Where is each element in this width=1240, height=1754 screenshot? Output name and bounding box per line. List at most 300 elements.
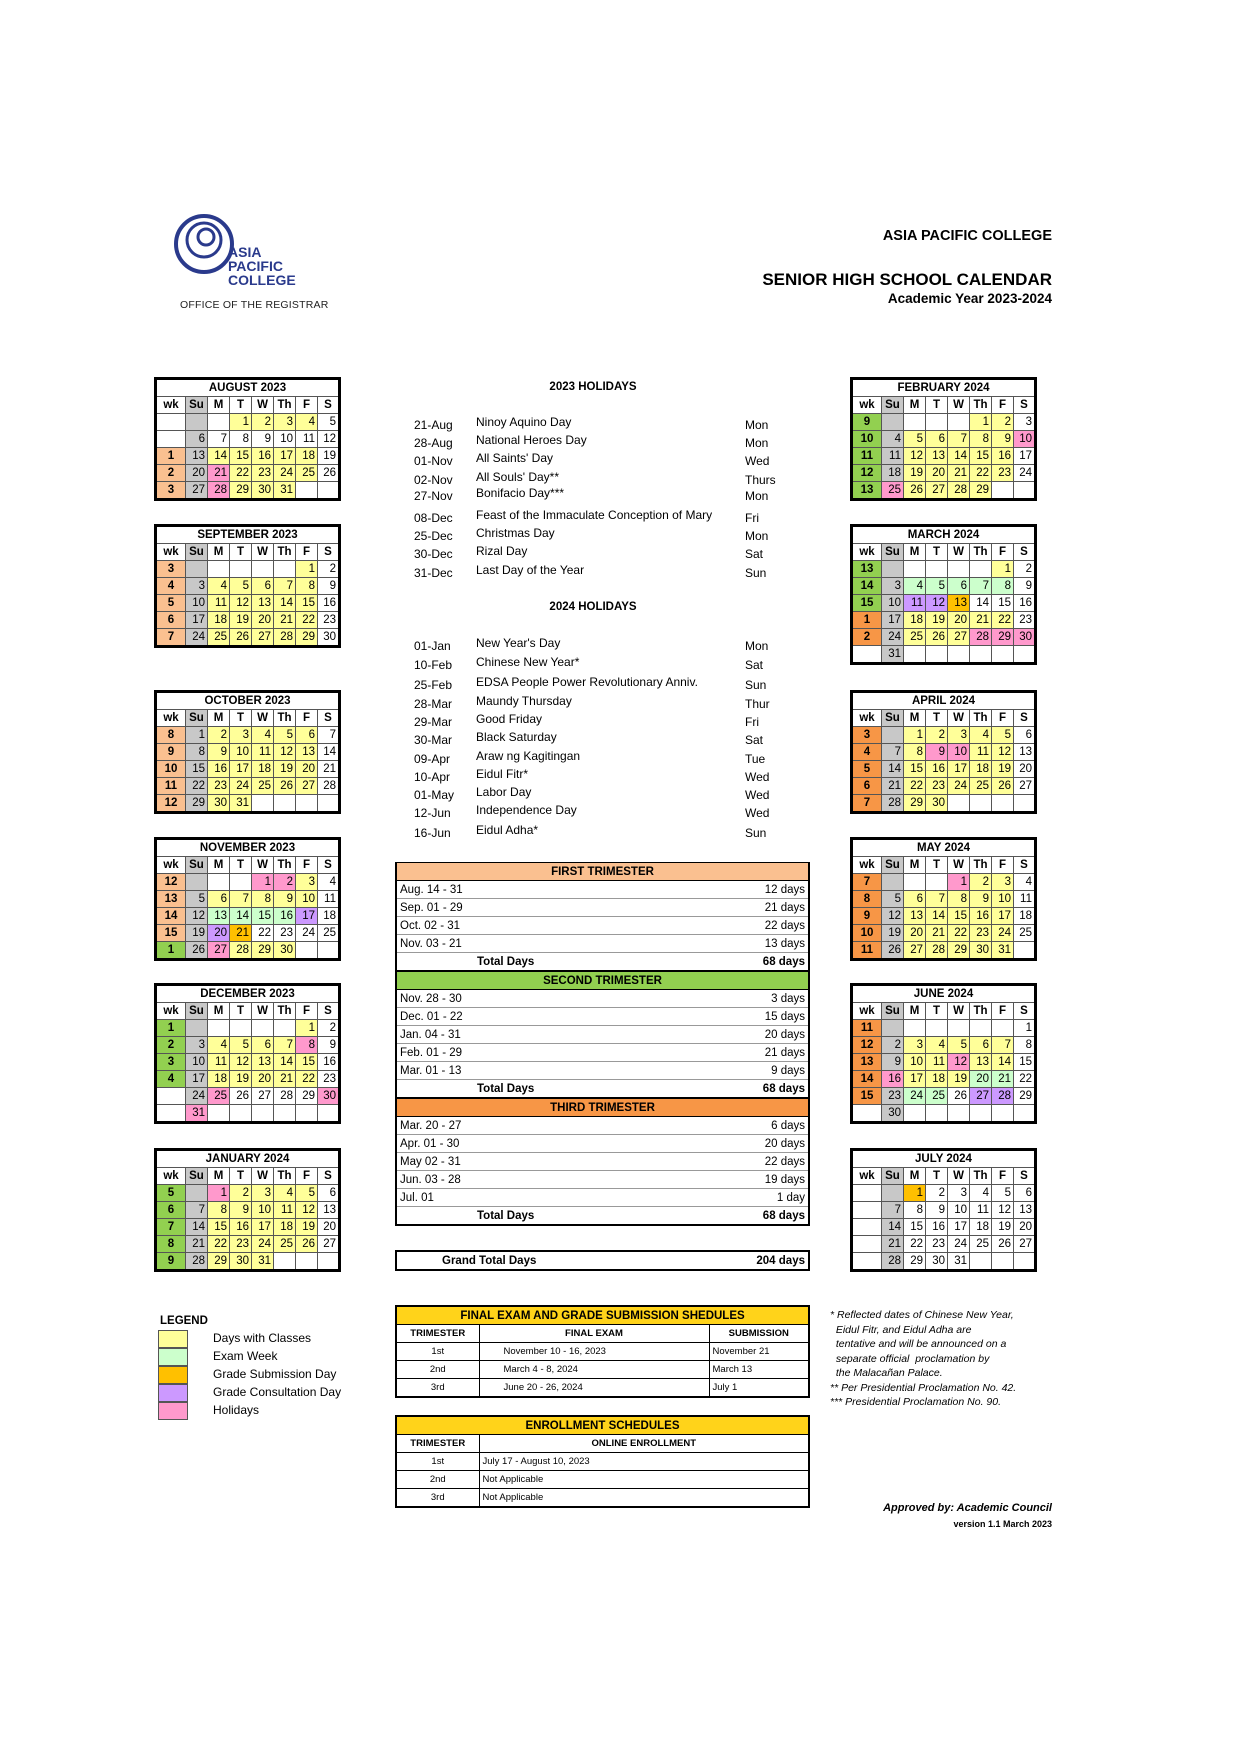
- holiday-day: Wed: [745, 454, 770, 468]
- day-cell: 28: [274, 629, 296, 647]
- weekday-label: T: [926, 857, 948, 874]
- day-cell: 30: [252, 482, 274, 500]
- day-cell: 1: [904, 1185, 926, 1202]
- day-cell: [970, 1105, 992, 1123]
- day-cell: 24: [230, 778, 252, 795]
- day-cell: 14: [186, 1219, 208, 1236]
- week-number: 12: [852, 465, 882, 482]
- weekday-label: W: [252, 544, 274, 561]
- day-cell: 29: [970, 482, 992, 500]
- trimester-days: 9 days: [646, 1062, 809, 1080]
- day-cell: 5: [186, 891, 208, 908]
- day-cell: 20: [1014, 761, 1036, 778]
- day-cell: 6: [252, 578, 274, 595]
- weekday-label: M: [208, 1168, 230, 1185]
- week-row: [852, 1105, 1036, 1123]
- day-cell: 25: [970, 778, 992, 795]
- enrollment-cell: 1st: [396, 1453, 479, 1471]
- week-number: 14: [852, 1071, 882, 1088]
- trimester-days: 19 days: [646, 1171, 809, 1189]
- month-calendar: [850, 690, 1037, 814]
- day-cell: 10: [948, 1202, 970, 1219]
- weekday-label: T: [926, 397, 948, 414]
- weekday-label: Th: [970, 1168, 992, 1185]
- day-cell: [252, 1105, 274, 1123]
- week-number: 3: [156, 482, 186, 500]
- weekday-label: S: [1014, 397, 1036, 414]
- holiday-date: 25-Feb: [414, 678, 453, 692]
- holiday-day: Sun: [745, 826, 767, 840]
- day-cell: 9: [318, 578, 340, 595]
- holidays-2024-title: 2024 HOLIDAYS: [549, 601, 637, 613]
- day-cell: 7: [318, 727, 340, 744]
- day-cell: 12: [882, 908, 904, 925]
- weekday-label: Th: [970, 857, 992, 874]
- trimester-total-row: [396, 1207, 809, 1226]
- weekday-label: F: [296, 397, 318, 414]
- day-cell: 29: [904, 1253, 926, 1271]
- week-number: 11: [852, 942, 882, 960]
- day-cell: 13: [186, 448, 208, 465]
- day-cell: 11: [318, 891, 340, 908]
- final-exam-cell: March 4 - 8, 2024: [479, 1361, 709, 1379]
- day-cell: 22: [296, 1071, 318, 1088]
- day-cell: 18: [208, 1071, 230, 1088]
- week-row: [156, 482, 340, 500]
- footnote-line: ** Per Presidential Proclamation No. 42.: [830, 1381, 1017, 1394]
- day-cell: [318, 1105, 340, 1123]
- day-cell: 2: [318, 1020, 340, 1037]
- day-cell: 7: [274, 1037, 296, 1054]
- day-cell: 15: [904, 1219, 926, 1236]
- day-cell: 2: [926, 1185, 948, 1202]
- month-title: FEBRUARY 2024: [852, 379, 1036, 397]
- day-cell: 5: [230, 578, 252, 595]
- day-cell: [1014, 1253, 1036, 1271]
- day-cell: 4: [274, 1185, 296, 1202]
- holiday-name: All Saints' Day: [476, 451, 553, 465]
- day-cell: 2: [252, 414, 274, 431]
- day-cell: 29: [992, 629, 1014, 646]
- day-cell: 5: [230, 1037, 252, 1054]
- day-cell: 17: [948, 1219, 970, 1236]
- day-cell: [904, 1105, 926, 1123]
- day-cell: 18: [274, 1219, 296, 1236]
- day-cell: 28: [926, 942, 948, 960]
- weekday-label: Su: [882, 710, 904, 727]
- holiday-date: 28-Mar: [414, 697, 453, 711]
- holiday-date: 12-Jun: [414, 806, 451, 820]
- day-cell: 30: [882, 1105, 904, 1123]
- day-cell: 6: [252, 1037, 274, 1054]
- day-cell: 25: [208, 1088, 230, 1105]
- day-cell: 22: [208, 1236, 230, 1253]
- week-number: 15: [852, 595, 882, 612]
- trimester-days: 21 days: [646, 1044, 809, 1062]
- holiday-name: EDSA People Power Revolutionary Anniv.: [476, 675, 698, 689]
- day-cell: 7: [948, 431, 970, 448]
- week-row: [156, 612, 340, 629]
- day-cell: 17: [186, 1071, 208, 1088]
- day-cell: 12: [230, 595, 252, 612]
- week-row: [156, 1219, 340, 1236]
- day-cell: [1014, 646, 1036, 664]
- week-number: 9: [852, 414, 882, 431]
- day-cell: [948, 561, 970, 578]
- week-number: 13: [852, 1054, 882, 1071]
- day-cell: 15: [208, 1219, 230, 1236]
- day-cell: 24: [296, 925, 318, 942]
- week-row: [852, 1088, 1036, 1105]
- holiday-name: Eidul Fitr*: [476, 767, 529, 781]
- day-cell: 13: [1014, 744, 1036, 761]
- week-number: 15: [156, 925, 186, 942]
- holiday-name: Rizal Day: [476, 544, 528, 558]
- weekday-label: S: [318, 544, 340, 561]
- day-cell: 2: [208, 727, 230, 744]
- day-cell: [296, 1253, 318, 1271]
- weekday-label: Th: [274, 857, 296, 874]
- day-cell: [970, 646, 992, 664]
- day-cell: 17: [948, 761, 970, 778]
- trimester-title: SECOND TRIMESTER: [396, 971, 809, 990]
- table-row: [396, 1343, 809, 1361]
- month-title: AUGUST 2023: [156, 379, 340, 397]
- day-cell: 9: [970, 891, 992, 908]
- table-row: [396, 1117, 809, 1135]
- day-cell: 28: [970, 629, 992, 646]
- week-number: 8: [852, 891, 882, 908]
- weekday-label: Su: [186, 1168, 208, 1185]
- day-cell: 8: [252, 891, 274, 908]
- day-cell: 5: [926, 578, 948, 595]
- weekday-label: S: [1014, 544, 1036, 561]
- day-cell: 28: [948, 482, 970, 500]
- weekday-label: M: [208, 857, 230, 874]
- table-row: [396, 1453, 809, 1471]
- week-number: 15: [852, 1088, 882, 1105]
- day-cell: [208, 561, 230, 578]
- day-cell: 28: [274, 1088, 296, 1105]
- holiday-date: 01-May: [414, 788, 455, 802]
- footnote-line: Eidul Fitr, and Eidul Adha are: [830, 1323, 972, 1336]
- day-cell: 16: [274, 908, 296, 925]
- day-cell: [296, 1105, 318, 1123]
- day-cell: 19: [948, 1071, 970, 1088]
- week-row: [156, 1202, 340, 1219]
- day-cell: 24: [186, 629, 208, 647]
- day-cell: [926, 414, 948, 431]
- table-row: [396, 990, 809, 1008]
- weekday-header: [156, 1003, 340, 1020]
- day-cell: 8: [904, 744, 926, 761]
- weekday-label: T: [230, 857, 252, 874]
- day-cell: 21: [208, 465, 230, 482]
- footnote-line: the Malacañan Palace.: [830, 1367, 943, 1379]
- day-cell: 14: [926, 908, 948, 925]
- week-number: 3: [852, 727, 882, 744]
- month-title: NOVEMBER 2023: [156, 839, 340, 857]
- day-cell: 29: [296, 1088, 318, 1105]
- weekday-label: wk: [156, 544, 186, 561]
- day-cell: 9: [926, 1202, 948, 1219]
- day-cell: 6: [970, 1037, 992, 1054]
- day-cell: 29: [186, 795, 208, 813]
- day-cell: 14: [882, 1219, 904, 1236]
- trimester-range: Feb. 01 - 29: [396, 1044, 646, 1062]
- day-cell: 5: [904, 431, 926, 448]
- day-cell: 20: [186, 465, 208, 482]
- day-cell: 26: [992, 1236, 1014, 1253]
- day-cell: 19: [296, 1219, 318, 1236]
- day-cell: 6: [904, 891, 926, 908]
- day-cell: 13: [948, 595, 970, 612]
- day-cell: 11: [274, 1202, 296, 1219]
- final-exam-header: SUBMISSION: [709, 1325, 809, 1343]
- weekday-label: W: [948, 857, 970, 874]
- table-row: [396, 1379, 809, 1398]
- day-cell: 3: [186, 1037, 208, 1054]
- week-number: 13: [852, 482, 882, 500]
- day-cell: 3: [186, 578, 208, 595]
- day-cell: 12: [948, 1054, 970, 1071]
- day-cell: 10: [252, 1202, 274, 1219]
- week-row: [852, 942, 1036, 960]
- enrollment-cell: 2nd: [396, 1471, 479, 1489]
- day-cell: 26: [186, 942, 208, 960]
- day-cell: 22: [904, 1236, 926, 1253]
- day-cell: 8: [904, 1202, 926, 1219]
- week-number: [852, 646, 882, 664]
- holiday-date: 30-Mar: [414, 733, 453, 747]
- day-cell: 10: [186, 1054, 208, 1071]
- day-cell: 11: [882, 448, 904, 465]
- week-number: 10: [852, 925, 882, 942]
- trimester-range: Oct. 02 - 31: [396, 917, 646, 935]
- day-cell: [882, 874, 904, 891]
- week-number: [156, 1088, 186, 1105]
- day-cell: 26: [230, 629, 252, 647]
- trimester-days: 21 days: [646, 899, 809, 917]
- holiday-day: Sun: [745, 678, 767, 692]
- day-cell: [970, 795, 992, 813]
- day-cell: 18: [970, 1219, 992, 1236]
- day-cell: [274, 1105, 296, 1123]
- day-cell: 16: [882, 1071, 904, 1088]
- month-calendar: [850, 837, 1037, 961]
- day-cell: 11: [208, 1054, 230, 1071]
- day-cell: [230, 561, 252, 578]
- legend-label: Holidays: [213, 1403, 260, 1417]
- day-cell: 27: [970, 1088, 992, 1105]
- day-cell: 4: [296, 414, 318, 431]
- grand-total-value: 204 days: [756, 1254, 805, 1267]
- day-cell: 30: [208, 795, 230, 813]
- day-cell: 11: [904, 595, 926, 612]
- day-cell: 12: [992, 1202, 1014, 1219]
- final-exam-cell: 3rd: [396, 1379, 479, 1398]
- trimester-days: 20 days: [646, 1135, 809, 1153]
- day-cell: 22: [230, 465, 252, 482]
- day-cell: [882, 414, 904, 431]
- day-cell: 8: [208, 1202, 230, 1219]
- day-cell: 20: [252, 1071, 274, 1088]
- holiday-day: Fri: [745, 715, 759, 729]
- day-cell: 31: [252, 1253, 274, 1271]
- trimester-total-row: [396, 1080, 809, 1099]
- week-number: [852, 1105, 882, 1123]
- week-row: [852, 595, 1036, 612]
- day-cell: 27: [926, 482, 948, 500]
- trimester-days: 13 days: [646, 935, 809, 953]
- day-cell: 10: [296, 891, 318, 908]
- day-cell: 30: [230, 1253, 252, 1271]
- week-row: [852, 612, 1036, 629]
- week-row: [852, 744, 1036, 761]
- week-row: [852, 482, 1036, 500]
- table-row: [396, 1062, 809, 1080]
- weekday-label: T: [230, 397, 252, 414]
- day-cell: 16: [926, 761, 948, 778]
- day-cell: [186, 1020, 208, 1037]
- day-cell: 1: [904, 727, 926, 744]
- weekday-label: Su: [186, 544, 208, 561]
- day-cell: [904, 646, 926, 664]
- weekday-label: wk: [852, 1003, 882, 1020]
- trimester-days: 22 days: [646, 1153, 809, 1171]
- day-cell: 25: [296, 465, 318, 482]
- day-cell: 11: [296, 431, 318, 448]
- weekday-label: Th: [970, 544, 992, 561]
- day-cell: 2: [318, 561, 340, 578]
- day-cell: 23: [926, 778, 948, 795]
- day-cell: [992, 1020, 1014, 1037]
- weekday-label: Th: [970, 710, 992, 727]
- day-cell: 3: [296, 874, 318, 891]
- day-cell: [948, 414, 970, 431]
- approved-by: Approved by: Academic Council: [883, 1502, 1052, 1514]
- weekday-label: Su: [882, 1168, 904, 1185]
- day-cell: 21: [970, 612, 992, 629]
- version-label: version 1.1 March 2023: [953, 1519, 1052, 1529]
- day-cell: 20: [1014, 1219, 1036, 1236]
- footnotes: [830, 1308, 1030, 1410]
- day-cell: 16: [992, 448, 1014, 465]
- holiday-date: 25-Dec: [414, 529, 453, 543]
- grand-total-table: [395, 1250, 810, 1271]
- week-row: [156, 1054, 340, 1071]
- legend-label: Grade Submission Day: [213, 1367, 337, 1381]
- table-row: [396, 1189, 809, 1207]
- day-cell: 8: [230, 431, 252, 448]
- trimester-range: May 02 - 31: [396, 1153, 646, 1171]
- footnote-line: * Reflected dates of Chinese New Year,: [830, 1309, 1014, 1321]
- day-cell: 8: [1014, 1037, 1036, 1054]
- day-cell: 25: [318, 925, 340, 942]
- day-cell: 31: [230, 795, 252, 813]
- week-number: [852, 1202, 882, 1219]
- table-row: [396, 1026, 809, 1044]
- day-cell: [252, 1020, 274, 1037]
- day-cell: 29: [252, 942, 274, 960]
- day-cell: 16: [318, 595, 340, 612]
- week-number: 10: [156, 761, 186, 778]
- day-cell: 14: [230, 908, 252, 925]
- week-row: [156, 629, 340, 647]
- week-row: [852, 1020, 1036, 1037]
- trimester-range: Dec. 01 - 22: [396, 1008, 646, 1026]
- day-cell: [970, 1020, 992, 1037]
- month-calendar: [850, 377, 1037, 501]
- week-row: [156, 448, 340, 465]
- week-row: [156, 908, 340, 925]
- day-cell: 15: [186, 761, 208, 778]
- day-cell: 5: [992, 727, 1014, 744]
- day-cell: 14: [992, 1054, 1014, 1071]
- day-cell: [882, 727, 904, 744]
- table-row: [396, 1153, 809, 1171]
- day-cell: [208, 874, 230, 891]
- week-row: [156, 414, 340, 431]
- legend-label: Days with Classes: [213, 1331, 312, 1345]
- week-row: [156, 561, 340, 578]
- day-cell: 24: [186, 1088, 208, 1105]
- day-cell: 21: [318, 761, 340, 778]
- day-cell: 10: [274, 431, 296, 448]
- day-cell: 21: [948, 465, 970, 482]
- day-cell: 16: [252, 448, 274, 465]
- day-cell: 31: [948, 1253, 970, 1271]
- week-number: 7: [852, 874, 882, 891]
- day-cell: 26: [904, 482, 926, 500]
- weekday-label: S: [318, 857, 340, 874]
- weekday-label: W: [252, 397, 274, 414]
- day-cell: 25: [208, 629, 230, 647]
- legend-swatch: [158, 1384, 188, 1402]
- enrollment-header: ONLINE ENROLLMENT: [479, 1435, 809, 1453]
- day-cell: 1: [252, 874, 274, 891]
- day-cell: 17: [230, 761, 252, 778]
- week-number: 12: [156, 795, 186, 813]
- final-exam-cell: November 21: [709, 1343, 809, 1361]
- day-cell: [186, 1185, 208, 1202]
- day-cell: 20: [904, 925, 926, 942]
- weekday-label: M: [208, 397, 230, 414]
- week-row: [156, 1105, 340, 1123]
- day-cell: 11: [1014, 891, 1036, 908]
- enrollment-cell: Not Applicable: [479, 1471, 809, 1489]
- month-title: JULY 2024: [852, 1150, 1036, 1168]
- day-cell: 30: [926, 1253, 948, 1271]
- enrollment-cell: July 17 - August 10, 2023: [479, 1453, 809, 1471]
- day-cell: 8: [296, 1037, 318, 1054]
- trimester-header: [396, 971, 809, 990]
- day-cell: [904, 414, 926, 431]
- week-number: 11: [852, 448, 882, 465]
- day-cell: 8: [992, 578, 1014, 595]
- trimester-header: [396, 863, 809, 881]
- weekday-label: W: [252, 857, 274, 874]
- week-row: [852, 431, 1036, 448]
- weekday-label: S: [318, 1168, 340, 1185]
- day-cell: 16: [970, 908, 992, 925]
- day-cell: 20: [296, 761, 318, 778]
- day-cell: 14: [208, 448, 230, 465]
- month-title: MARCH 2024: [852, 526, 1036, 544]
- day-cell: 7: [882, 1202, 904, 1219]
- day-cell: 22: [186, 778, 208, 795]
- day-cell: 9: [882, 1054, 904, 1071]
